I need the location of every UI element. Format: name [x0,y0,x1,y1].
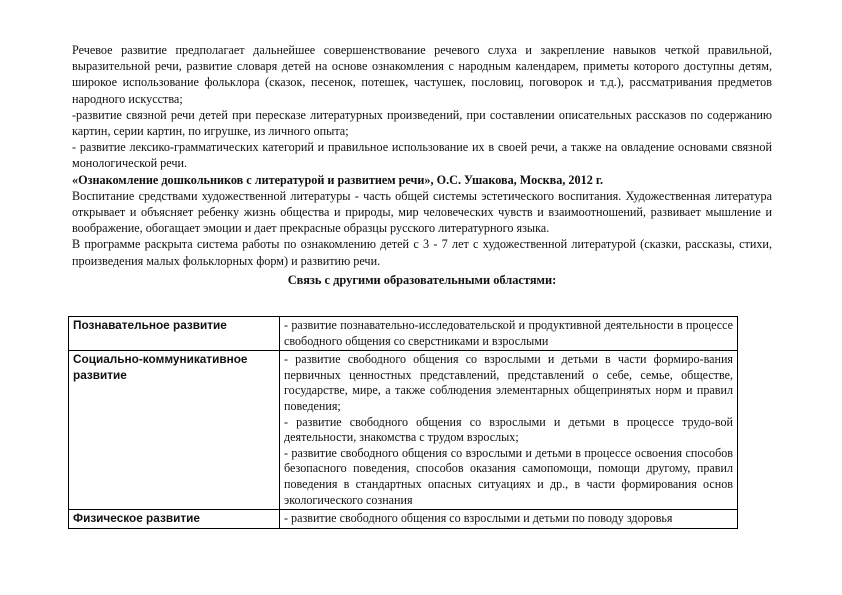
description-item: - развитие познавательно-исследовательской и продуктивной деятельности в процессе свободного общения со сверстниками и взрослыми [284,318,733,348]
intro-text [72,42,772,269]
intro-paragraph: Воспитание средствами художественной литературы - часть общей системы эстетического воспитания. Художественная литература открывает и объясняет ребенку жизнь общества и природы, мир человеческих чувств и взаимоотношений, развивает мышление и воображение, обогащает эмоции и дает прекрасные образцы русского литературного языка. [72,188,772,236]
table-row [69,317,738,351]
document-page [72,42,772,288]
integration-table [68,316,738,529]
source-citation: «Ознакомление дошкольников с литературой и развитием речи», О.С. Ушакова, Москва, 2012 г. [72,172,604,187]
description-cell [280,351,738,510]
description-item: - развитие свободного общения со взрослыми и детьми по поводу здоровья [284,511,673,526]
description-cell [280,317,738,351]
intro-paragraph: В программе раскрыта система работы по ознакомлению детей с 3 - 7 лет с художественной литературой (сказки, рассказы, стихи, произведения малых фольклорных форм) и развитию речи. [72,237,772,268]
table-row [69,510,738,529]
description-cell [280,510,738,529]
description-item: - развитие свободного общения со взрослыми и детьми в процессе трудо-вой деятельности, знакомства с трудом взрослых; [284,414,733,445]
area-cell: Физическое развитие [69,510,280,529]
area-cell: Познавательное развитие [69,317,280,351]
description-item: - развитие свободного общения со взрослыми и детьми в части формиро-вания первичных ценностных представлений, представлений о себе, семье, обществе, государстве, мире, а также соблюдения элементарных общепринятых норм и правил поведения; [284,352,733,413]
description-item: - развитие свободного общения со взрослыми и детьми в процессе освоения способов безопасного поведения, способов оказания самопомощи, помощи другому, правил поведения в стандартных опасных ситуациях и др., в части формирования основ экологического сознания [284,445,733,507]
intro-paragraph: - развитие лексико-грамматических категорий и правильное использование их в своей речи, а также на овладение основами связной монологической речи. [72,140,772,171]
intro-paragraph: -развитие связной речи детей при пересказе литературных произведений, при составлении описательных рассказов по содержанию картин, серии картин, по игрушке, из личного опыта; [72,107,772,139]
area-cell: Социально-коммуникативное развитие [69,351,280,510]
table-row [69,351,738,510]
section-heading: Связь с другими образовательными областями: [287,272,557,287]
intro-paragraph: Речевое развитие предполагает дальнейшее совершенствование речевого слуха и закрепление навыков четкой правильной, выразительной речи, развитие словаря детей на основе ознакомления с народным календарем, приметы которого доступны детям, широкое использование фольклора (сказок, песенок, потешек, частушек, пословиц, поговорок и т.д.), рассматривания предметов народного искусства; [72,43,772,106]
